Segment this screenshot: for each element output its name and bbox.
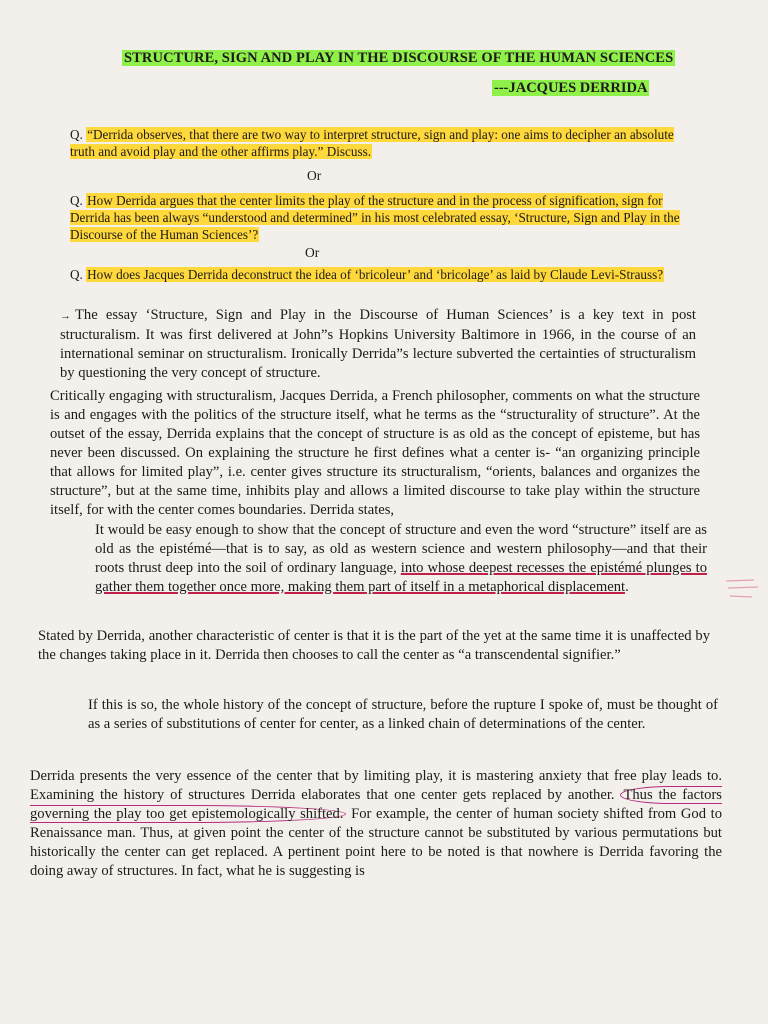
question-1 xyxy=(70,126,682,160)
paragraph-4-text-end: For example, the center of human society shifted from God to Renaissance man. Thus, at given point the center of the structure cannot be substituted by various permutations but historically the center can get replaced. A pertinent point here to be noted is that nowhere is Derrida favoring the doing away of structures. In fact, what he is suggesting is xyxy=(30,806,722,879)
question-prefix: Q. xyxy=(70,193,83,208)
question-text: How does Jacques Derrida deconstruct the idea of ‘bricoleur’ and ‘bricolage’ as laid by Claude Levi-Strauss? xyxy=(87,267,664,282)
author-highlight: ---JACQUES DERRIDA xyxy=(494,80,648,96)
paragraph-4-text: Derrida presents the very essence of the center that by limiting play, it is mastering anxiety that free play leads to. Examining the history of structures Derrida elaborates that one center gets replaced by another. xyxy=(30,768,722,803)
title-highlight: STRUCTURE, SIGN AND PLAY IN THE DISCOURSE OF THE HUMAN SCIENCES xyxy=(124,50,674,66)
paragraph-4 xyxy=(30,767,722,881)
quote-1-underlined: into whose deepest recesses the epistémé plunges to gather them together once more, making them part of itself in a metaphorical displacement xyxy=(95,560,707,595)
question-3 xyxy=(70,266,682,283)
document-title xyxy=(122,50,675,67)
document-author xyxy=(492,80,649,97)
question-prefix: Q. xyxy=(70,127,83,142)
or-separator: Or xyxy=(305,245,320,260)
quote-1-end: . xyxy=(625,579,629,595)
paragraph-1-text: The essay ‘Structure, Sign and Play in the Discourse of Human Sciences’ is a key text in post structuralism. It was first delivered at John”s Hopkins University Baltimore in 1966, in the course of an international seminar on structuralism. Ironically Derrida”s lecture subverted the certainties of structuralism by questioning the very concept of structure. xyxy=(60,307,696,381)
question-text: How Derrida argues that the center limits the play of the structure and in the process of signification, sign for Derrida has been always “understood and determined” in his most celebrated essay, ‘Structure, Sign and Play in the Discourse of the Human Sciences’? xyxy=(70,193,680,242)
paragraph-2: Critically engaging with structuralism, Jacques Derrida, a French philosopher, comments on what the structure is and engages with the politics of the structure itself, what he terms as the “structurality of structure”. At the outset of the essay, Derrida explains that the concept of structure is as old as the concept of episteme, but has never been discussed. On explaining the structure he first defines what a center is- “an organizing principle that allows for limited play”, i.e. center gives structure its structuralism, “orients, balances and organizes the structure”, but at the same time, inhibits play and allows a limited discourse to take play within the structure itself, for with the center comes boundaries. Derrida states, xyxy=(50,388,700,518)
or-separator: Or xyxy=(307,168,322,183)
circled-sentence: Thus the factors governing the play too get epistemologically shifted. xyxy=(30,787,722,822)
question-text: “Derrida observes, that there are two way to interpret structure, sign and play: one aims to decipher an absolute truth and avoid play and the other affirms play.” Discuss. xyxy=(70,127,674,159)
question-2 xyxy=(70,192,682,243)
block-quote-2: If this is so, the whole history of the concept of structure, before the rupture I spoke of, must be thought of as a series of substitutions of center for center, as a linked chain of determinations of the center. xyxy=(88,697,718,732)
paragraph-3: Stated by Derrida, another characteristic of center is that it is the part of the yet at the same time it is unaffected by the changes taking place in it. Derrida then chooses to call the center as “a transcendental signifier.” xyxy=(38,628,710,663)
question-prefix: Q. xyxy=(70,267,83,282)
answer-marker-icon: → xyxy=(60,310,71,322)
paragraph-1 xyxy=(60,306,696,383)
margin-annotation-icon xyxy=(724,575,760,605)
quote-1-text: It would be easy enough to show that the concept of structure and even the word “structure” itself are as old as the epistémé—that is to say, as old as western science and western philosophy—and that their roots thrust deep into the soil of ordinary language, xyxy=(95,522,707,576)
block-quote-1 xyxy=(95,521,707,597)
